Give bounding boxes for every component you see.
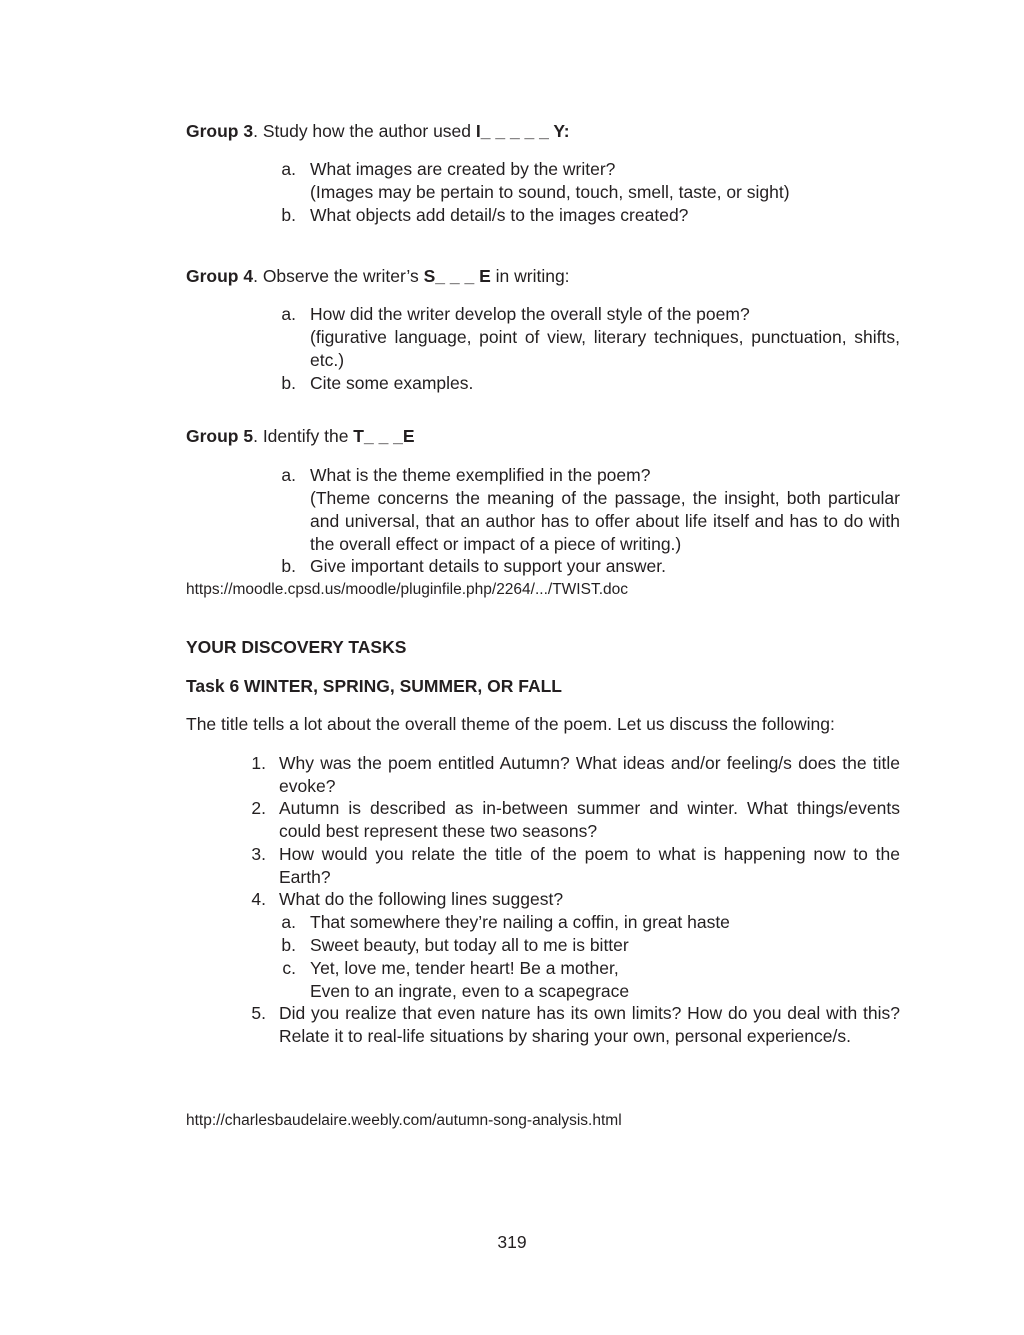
group5-item-a-note: (Theme concerns the meaning of the passage, the insight, both particular and universal, that an author has to offer about life itself and has to do with the overall effect or impact of a piece of writing.)	[310, 488, 900, 554]
group4-text-after: in writing:	[490, 266, 570, 286]
question-5-number: 5.	[251, 1003, 266, 1023]
intro-text: The title tells a lot about the overall theme of the poem. Let us discuss the following:	[186, 714, 835, 734]
group5-text: . Identify the	[253, 426, 354, 446]
group5-label: Group 5	[186, 426, 254, 446]
question-4c: Yet, love me, tender heart! Be a mother,	[310, 958, 619, 978]
group4-item-b: Cite some examples.	[310, 373, 474, 393]
page-number: 319	[497, 1232, 527, 1252]
group4-item-a: How did the writer develop the overall style of the poem?	[310, 304, 750, 324]
group5-blank: T_ _ _E	[353, 426, 415, 446]
group4-heading	[186, 265, 570, 288]
source-url-2[interactable]: http://charlesbaudelaire.weebly.com/autumn-song-analysis.html	[186, 1112, 622, 1129]
group3-item-a-note: (Images may be pertain to sound, touch, smell, taste, or sight)	[310, 182, 790, 202]
question-4: What do the following lines suggest?	[279, 889, 564, 909]
group3-item-b: What objects add detail/s to the images created?	[310, 205, 689, 225]
question-5: Did you realize that even nature has its own limits? How do you deal with this? Relate it to real-life situations by sharing your own, personal experience/s.	[279, 1003, 900, 1046]
group3-item-a-marker: a.	[281, 159, 296, 179]
group4-label: Group 4	[186, 266, 254, 286]
group4-item-b-marker: b.	[281, 373, 296, 393]
group5-item-b: Give important details to support your answer.	[310, 556, 667, 576]
question-4a: That somewhere they’re nailing a coffin, in great haste	[310, 912, 730, 932]
group3-item-b-marker: b.	[281, 205, 296, 225]
group5-item-a-marker: a.	[281, 465, 296, 485]
question-1: Why was the poem entitled Autumn? What ideas and/or feeling/s does the title evoke?	[279, 753, 900, 796]
group4-text: . Observe the writer’s	[253, 266, 424, 286]
group5-item-b-marker: b.	[281, 556, 296, 576]
group5-item-a: What is the theme exemplified in the poem?	[310, 465, 651, 485]
question-4b-marker: b.	[281, 935, 296, 955]
question-3: How would you relate the title of the poem to what is happening now to the Earth?	[279, 844, 900, 887]
question-4c-continued: Even to an ingrate, even to a scapegrace	[310, 981, 630, 1001]
group3-text: . Study how the author used	[253, 121, 476, 141]
question-2: Autumn is described as in-between summer and winter. What things/events could best represent these two seasons?	[279, 798, 900, 841]
question-4a-marker: a.	[281, 912, 296, 932]
group3-item-a: What images are created by the writer?	[310, 159, 616, 179]
question-1-number: 1.	[251, 753, 266, 773]
question-4c-marker: c.	[282, 958, 296, 978]
group4-item-a-marker: a.	[281, 304, 296, 324]
group3-label: Group 3	[186, 121, 254, 141]
group3-heading	[186, 120, 570, 143]
task-heading: Task 6 WINTER, SPRING, SUMMER, OR FALL	[186, 676, 562, 696]
group4-item-a-note: (figurative language, point of view, literary techniques, punctuation, shifts, etc.)	[310, 327, 900, 370]
question-4-number: 4.	[251, 889, 266, 909]
group3-blank: I_ _ _ _ _ Y:	[475, 121, 570, 141]
question-4b: Sweet beauty, but today all to me is bitter	[310, 935, 629, 955]
question-2-number: 2.	[251, 798, 266, 818]
discovery-heading: YOUR DISCOVERY TASKS	[186, 637, 407, 657]
question-3-number: 3.	[251, 844, 266, 864]
group5-heading	[186, 425, 415, 448]
group4-blank: S_ _ _ E	[423, 266, 491, 286]
source-url-1[interactable]: https://moodle.cpsd.us/moodle/pluginfile.php/2264/.../TWIST.doc	[186, 581, 628, 598]
